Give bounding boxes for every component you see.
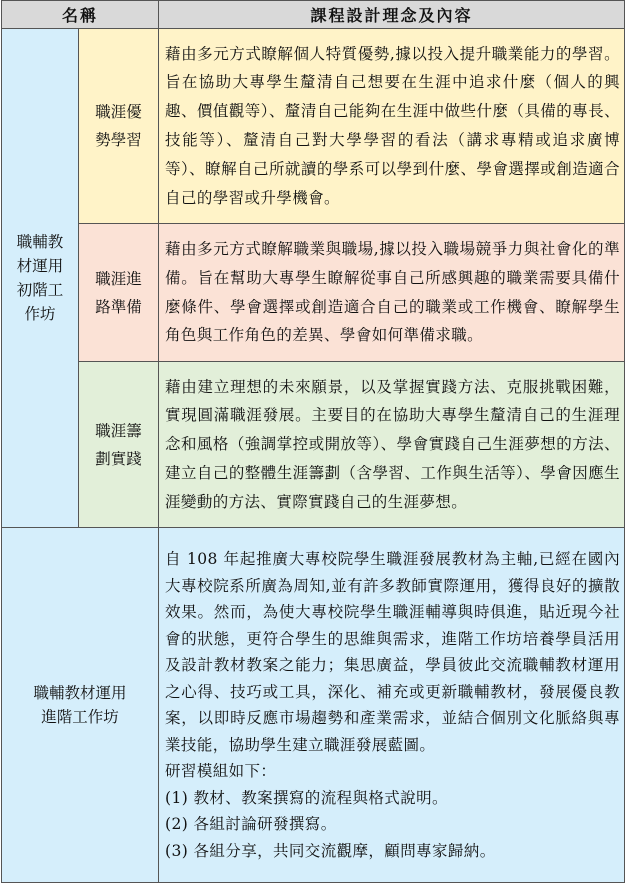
table-row bbox=[2, 528, 625, 883]
header-row bbox=[2, 1, 625, 29]
table-row bbox=[2, 29, 625, 224]
module-name-strength: 職涯優 勢學習 bbox=[79, 29, 159, 224]
module-name-career-plan: 職涯籌 劃實踐 bbox=[79, 362, 159, 528]
advanced-workshop-desc bbox=[159, 528, 625, 883]
module-desc-strength: 藉由多元方式瞭解個人特質優勢,據以投入提升職業能力的學習。旨在協助大專學生釐清自己想要在生涯中追求什麼（個人的興趣、價值觀等）、釐清自己能夠在生涯中做些什麼（具備的專長、技能等）、釐清自己對大學學習的看法（講求專精或追求廣博等）、瞭解自己所就讀的學系可以學到什麼、學會選擇或創造適合自己的學習或升學機會。 bbox=[159, 29, 625, 224]
module-desc-career-plan: 藉由建立理想的未來願景，以及掌握實踐方法、克服挑戰困難，實現圓滿職涯發展。主要目的在協助大專學生釐清自己的生涯理念和風格（強調掌控或開放等）、學會實踐自己生涯夢想的方法、建立自己的整體生涯籌劃（含學習、工作與生活等）、學會因應生涯變動的方法、實際實踐自己的生涯夢想。 bbox=[159, 362, 625, 528]
table-row bbox=[2, 224, 625, 362]
category-primary-workshop: 職輔教 材運用 初階工 作坊 bbox=[2, 29, 79, 528]
header-name: 名稱 bbox=[2, 1, 159, 29]
header-content: 課程設計理念及內容 bbox=[159, 1, 625, 29]
advanced-paragraph: 自 108 年起推廣大專校院學生職涯發展教材為主軸,已經在國內大專校院系所廣為周知,並有許多教師實際運用，獲得良好的擴散效果。然而，為使大專校院學生職涯輔導與時俱進，貼近現今社會的狀態，更符合學生的思維與需求，進階工作坊培養學員活用及設計教材教案之能力；集思廣益，學員彼此交流職輔教材運用之心得、技巧或工具，深化、補充或更新職輔教材，發展優良教案，以即時反應市場趨勢和產業需求，並結合個別文化脈絡與專業技能，協助學生建立職涯發展藍圖。 bbox=[165, 550, 621, 754]
module-item: (1) 教材、教案撰寫的流程與格式說明。 bbox=[165, 788, 448, 807]
table-row bbox=[2, 362, 625, 528]
course-table bbox=[1, 0, 625, 883]
module-desc-career-prep: 藉由多元方式瞭解職業與職場,據以投入職場競爭力與社會化的準備。旨在幫助大專學生瞭解從事自己所感興趣的職業需要具備什麼條件、學會選擇或創造適合自己的職業或工作機會、瞭解學生角色與工作角色的差異、學會如何準備求職。 bbox=[159, 224, 625, 362]
module-item: (2) 各組討論研發撰寫。 bbox=[165, 815, 337, 833]
category-advanced-workshop: 職輔教材運用 進階工作坊 bbox=[2, 528, 159, 883]
module-item: (3) 各組分享，共同交流觀摩，顧問專家歸納。 bbox=[165, 841, 496, 860]
module-name-career-prep: 職涯進 路準備 bbox=[79, 224, 159, 362]
modules-intro: 研習模組如下： bbox=[165, 762, 277, 780]
